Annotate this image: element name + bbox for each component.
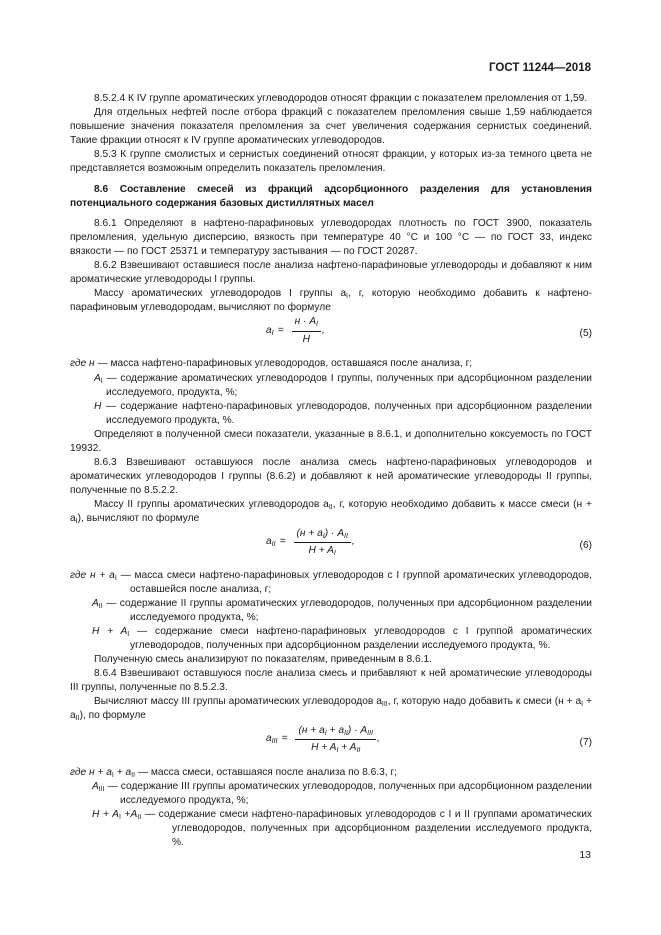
def6-item-1: где $н + a_I$ — масса смеси нафтено-парафиновых углеводородов с I группой ароматических углеводородов, оставшейся после анализа, г; [70,569,592,595]
def5-item-1: где н — масса нафтено-парафиновых углеводородов, оставшаяся после анализа, г; [70,358,473,370]
formula-6-definitions [70,569,592,654]
formula-5-lhs: $a_I$ [266,324,274,337]
paragraph-8-6-2: 8.6.2 Взвешивают оставшиеся после анализа нафтено-парафиновые углеводороды и добавляют к ним ароматические углеводороды I группы. [70,260,592,286]
formula-6-number: (6) [579,539,592,551]
formula-5-definitions [70,357,592,427]
paragraph-formula-6-intro: Массу II группы ароматических углеводородов $a_{II}$, г, которую необходимо добавить к массе смеси $(н + a_I)$, вычисляют по формуле [70,499,593,526]
formula-5-number: (5) [579,328,592,340]
section-heading-8-6: 8.6 Составление смесей из фракций адсорбционного разделения для установления потенциального содержания базовых дистиллятных масел [70,183,592,209]
def7-item-3: $H + A_I +A_{II}$ — содержание смеси нафтено-парафиновых углеводородов с I и II группами ароматических углеводородов, полученных при адсорбционном разделении исследуемого продукта, %. [92,808,592,849]
def6-item-2: $A_{II}$ — содержание II группы ароматических углеводородов, полученных при адсорбционном разделении исследуемого продукта, %; [92,597,592,623]
def5-item-2: $A_I$ — содержание ароматических углеводородов I группы, полученных при адсорбционном разделении исследуемого, продукта, %; [94,372,592,398]
paragraph-8-5-3: 8.5.3 К группе смолистых и сернистых соединений относят фракции, у которых из-за темного цвета не представляется возможным определить показатель преломления. [70,149,592,175]
formula-5: $a_I$ = $\frac{н \cdot A_I}{H}$ , (5) [266,316,592,345]
page-number: 13 [579,849,591,861]
paragraph-8-6-3: 8.6.3 Взвешивают оставшуюся после анализа смесь нафтено-парафиновых углеводородов и ароматических углеводородов I группы (8.6.2) и добавляют к ней ароматические углеводороды II группы, полученные по 8.5.2.2. [70,457,592,497]
def5-item-3: H — содержание нафтено-парафиновых углеводородов, полученных при адсорбционном разделении исследуемого продукта, %. [94,400,592,426]
document-body [70,92,592,850]
def7-item-1: где $н + a_I + a_{II}$ — масса смеси, оставшаяся после анализа по 8.6.3, г; [70,766,398,779]
formula-7-definitions [70,766,592,851]
paragraph-coking: Определяют в полученной смеси показатели, указанные в 8.6.1, и дополнительно коксуемость по ГОСТ 19932. [70,428,592,454]
paragraph-formula-5-intro: Массу ароматических углеводородов I группы $a_I$, г, которую необходимо добавить к нафтено-парафиновым углеводородам, вычисляют по формуле [70,288,592,314]
paragraph-8-6-4: 8.6.4 Взвешивают оставшуюся после анализа смесь и прибавляют к ней ароматические углеводороды III группы, полученные по 8.5.2.3. [70,668,592,694]
paragraph-refraction-note: Для отдельных нефтей после отбора фракций с показателем преломления свыше 1,59 наблюдается повышение значения показателя преломления за счет увеличения содержания сернистых соединений. Такие фракции относят к IV группе ароматических углеводородов. [70,107,592,147]
formula-7-number: (7) [579,736,592,748]
formula-7: $a_{III}$ = $\frac{(н + a_I + a_{II}) \cdot A_{III}}{H + A_I + A_{II}}$ , (7) [266,724,592,754]
paragraph-mix-analysis: Полученную смесь анализируют по показателям, приведенным в 8.6.1. [94,654,433,666]
document-header: ГОСТ 11244—2018 [489,62,591,74]
def7-item-2: $A_{III}$ — содержание III группы ароматических углеводородов, полученных при адсорбционном разделении исследуемого продукта, %; [92,780,592,806]
formula-7-lhs: $a_{III}$ [266,733,278,746]
paragraph-formula-7-intro: Вычисляют массу III группы ароматических углеводородов $a_{III}$, г, которую надо добавить к смеси $(н + a_I + a_{II})$, по формуле [70,696,592,723]
formula-6: $a_{II}$ = $\frac{(н + a_I) \cdot A_{II}}{H + A_I}$ , (6) [266,527,592,557]
formula-6-lhs: $a_{II}$ [266,536,276,549]
paragraph-8-6-1: 8.6.1 Определяют в нафтено-парафиновых углеводородах плотность по ГОСТ 3900, показатель преломления, удельную дисперсию, вязкость при температуре 40 °С и 100 °С — по ГОСТ 33, индекс вязкости — по ГОСТ 25371 и температуру застывания — по ГОСТ 20287. [70,217,592,257]
def6-item-3: $H + A_I$ — содержание смеси нафтено-парафиновых углеводородов с I группой ароматических углеводородов, полученных при адсорбционном разделении исследуемого продукта, %. [92,625,592,651]
paragraph-8-5-2-4: 8.5.2.4 К IV группе ароматических углеводородов относят фракции с показателем преломления от 1,59. [94,93,588,104]
